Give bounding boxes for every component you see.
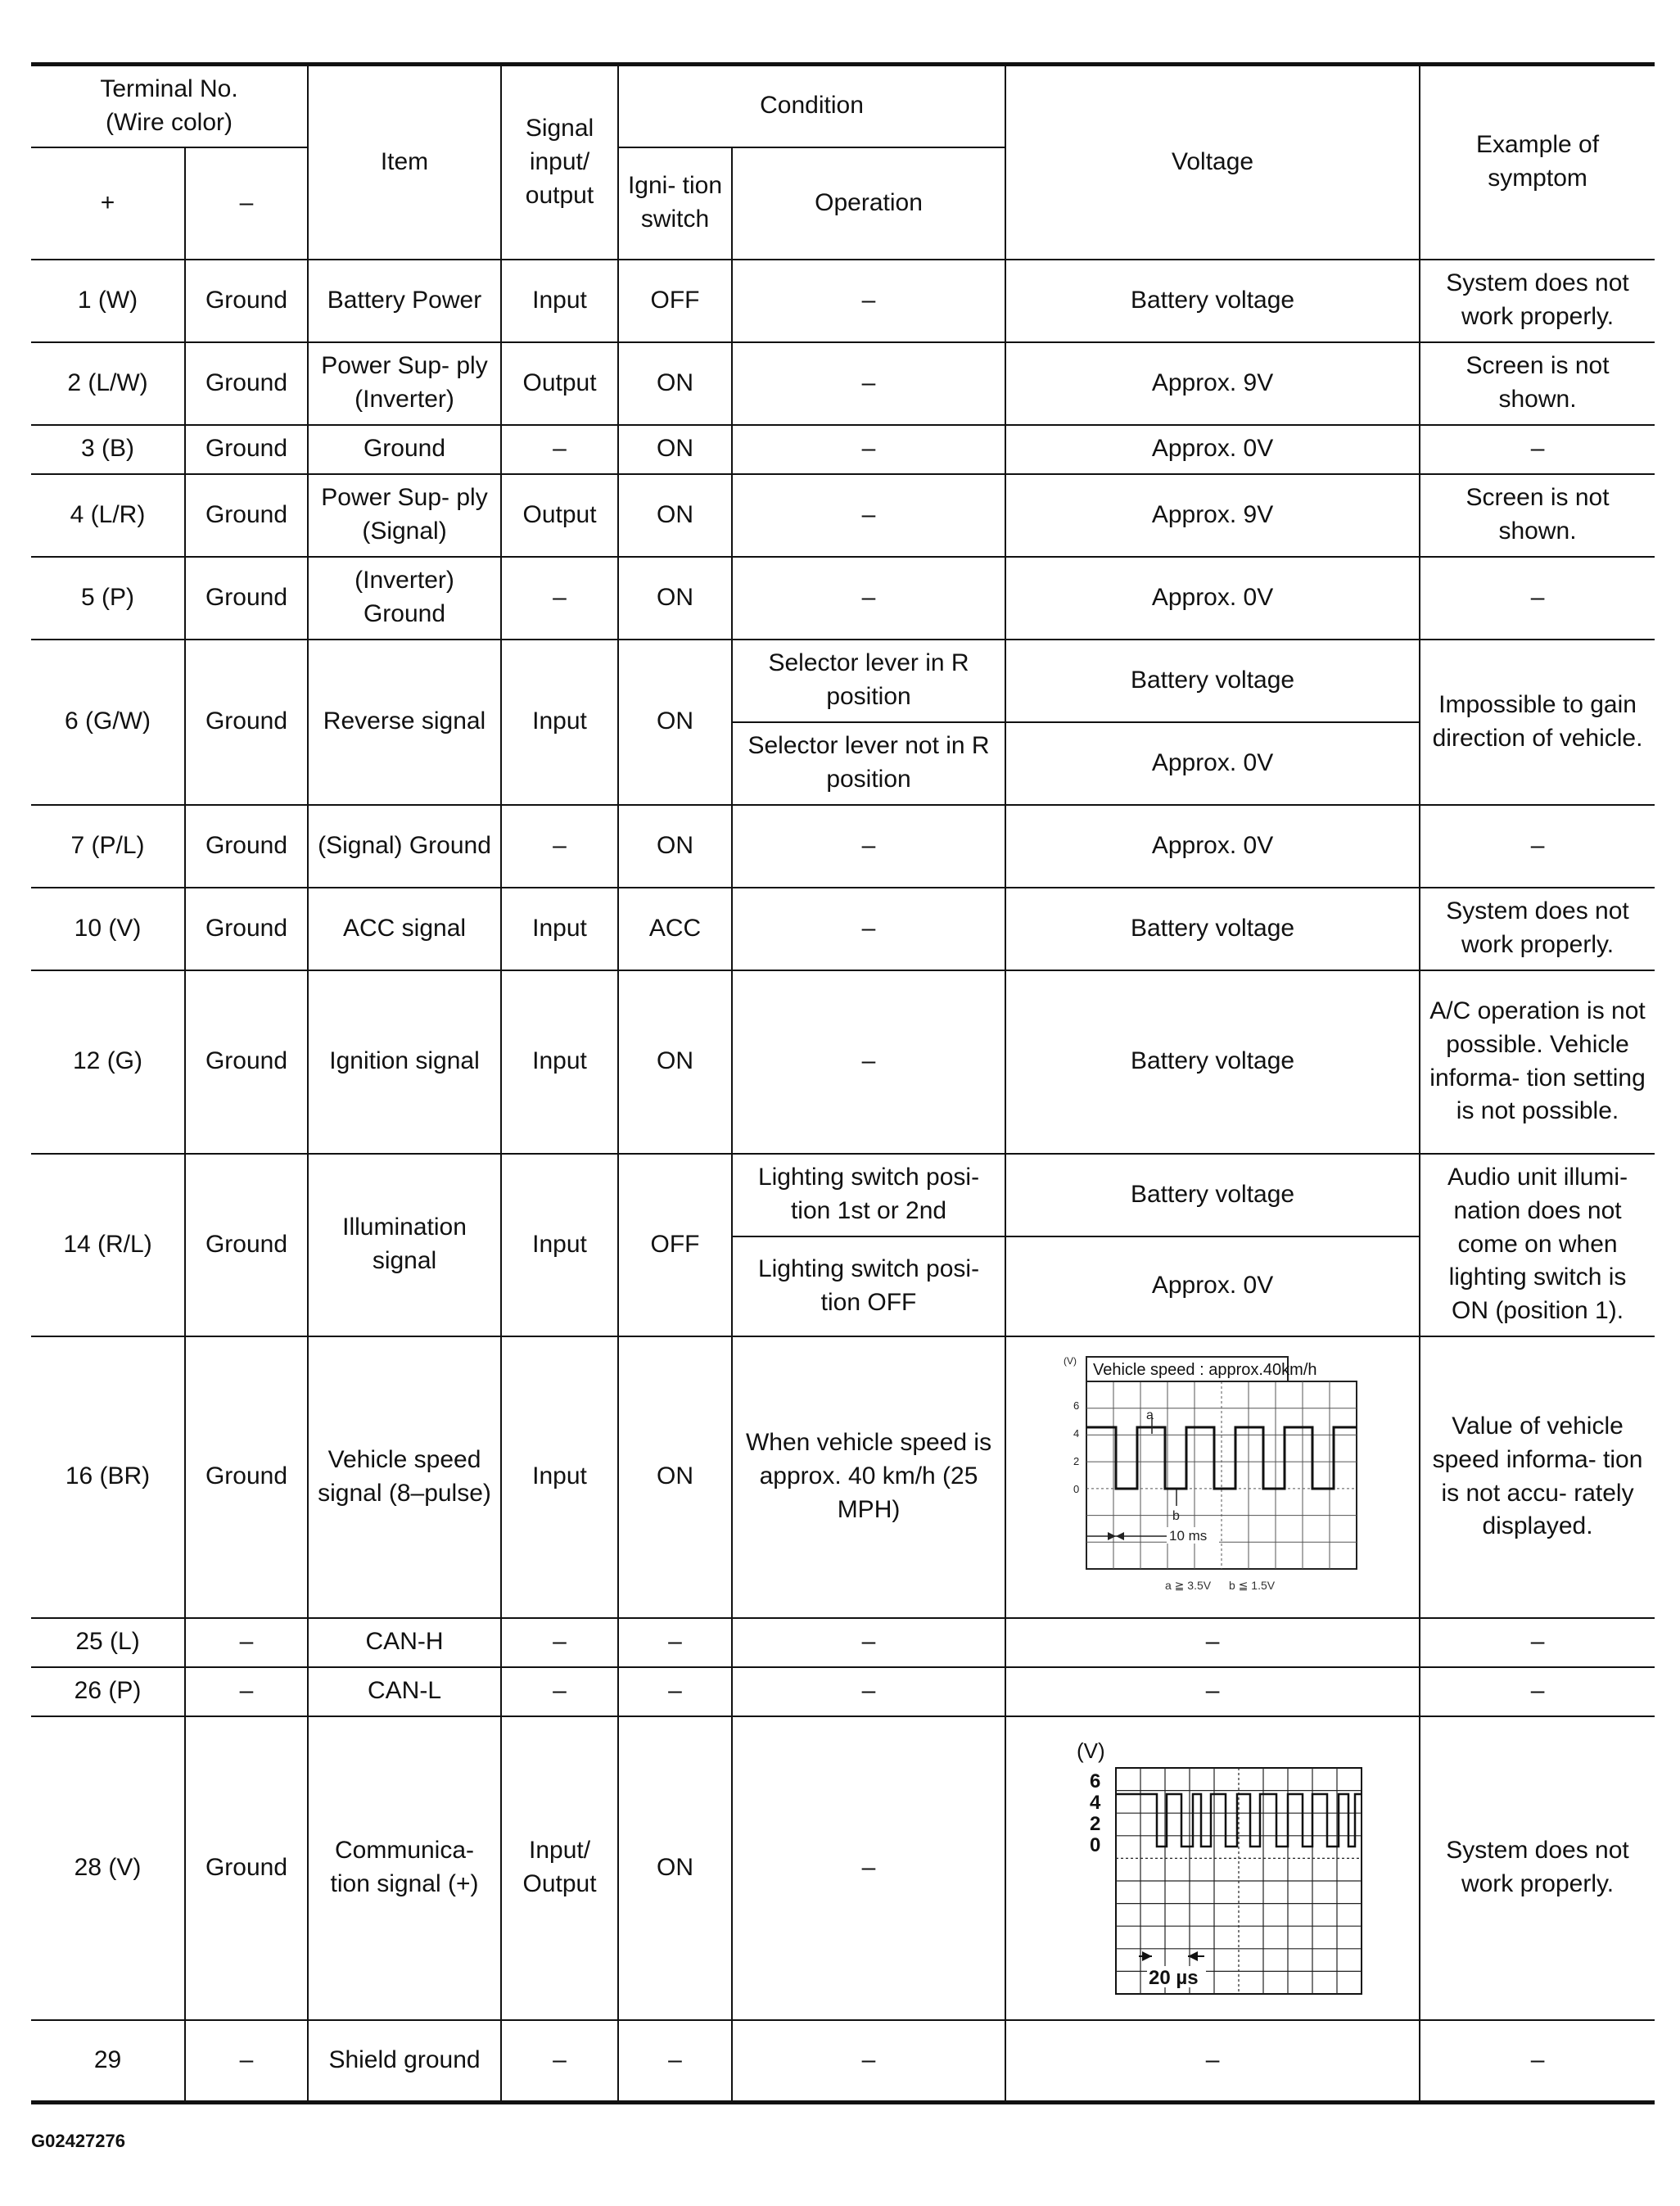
cell-signal: Output [501,474,618,557]
cell-signal: Input [501,260,618,342]
header-minus: – [185,147,308,260]
cell-symptom: Audio unit illumi- nation does not come on when lighting switch is ON (position 1). [1420,1154,1655,1336]
header-terminal-no-label: Terminal No. [100,75,238,102]
table-row [31,557,1655,640]
table-row [31,342,1655,425]
cell-terminal-minus: – [185,1667,308,1716]
cell-signal: – [501,1618,618,1667]
cell-signal: Input [501,888,618,970]
cell-terminal-plus: 26 (P) [31,1667,185,1716]
cell-operation: – [732,260,1005,342]
cell-signal: – [501,805,618,888]
cell-symptom: Screen is not shown. [1420,474,1655,557]
cell-symptom: System does not work properly. [1420,888,1655,970]
cell-voltage: Approx. 9V [1005,474,1420,557]
table-row [31,1716,1655,2020]
comm-wave-arrow-left-head [1142,1951,1152,1961]
vehicle-speed-waveform [1060,1352,1365,1602]
cell-operation: – [732,1667,1005,1716]
cell-terminal-plus: 7 (P/L) [31,805,185,888]
cell-voltage: Battery voltage [1005,260,1420,342]
speed-wave-footnote-a: a ≧ 3.5V [1165,1579,1212,1592]
cell-ignition: ON [618,640,732,805]
cell-terminal-minus: Ground [185,888,308,970]
terminal-table [31,62,1655,2104]
cell-operation: Lighting switch posi- tion 1st or 2nd [732,1154,1005,1236]
cell-voltage: Approx. 9V [1005,342,1420,425]
cell-terminal-minus: Ground [185,1154,308,1336]
cell-ignition: ON [618,474,732,557]
cell-item: Battery Power [308,260,501,342]
header-plus: + [31,147,185,260]
cell-symptom: Impossible to gain direction of vehicle. [1420,640,1655,805]
comm-wave-ytick: 6 [1090,1770,1101,1792]
table-row [31,260,1655,342]
cell-terminal-plus: 29 [31,2020,185,2103]
header-operation: Operation [732,147,1005,260]
cell-ignition: ON [618,557,732,640]
cell-signal: – [501,1667,618,1716]
cell-terminal-plus: 6 (G/W) [31,640,185,805]
cell-operation: – [732,2020,1005,2103]
speed-wave-arrow-right-head [1116,1532,1124,1540]
cell-terminal-minus: – [185,1618,308,1667]
cell-item: CAN-L [308,1667,501,1716]
comm-wave-unit: (V) [1077,1738,1105,1763]
communication-waveform [1057,1734,1368,2002]
cell-item: (Inverter) Ground [308,557,501,640]
cell-terminal-minus: Ground [185,805,308,888]
cell-operation: Lighting switch posi- tion OFF [732,1236,1005,1336]
cell-terminal-minus: – [185,2020,308,2103]
table-row [31,805,1655,888]
cell-ignition: ON [618,1716,732,2020]
comm-wave-ytick: 0 [1090,1834,1101,1856]
cell-ignition: ACC [618,888,732,970]
cell-symptom: – [1420,1667,1655,1716]
cell-ignition: – [618,2020,732,2103]
cell-voltage: Approx. 0V [1005,1236,1420,1336]
cell-signal: Input [501,970,618,1154]
table-row [31,970,1655,1154]
cell-terminal-plus: 2 (L/W) [31,342,185,425]
header-item: Item [308,65,501,260]
table-row [31,425,1655,474]
cell-operation: – [732,342,1005,425]
cell-terminal-plus: 16 (BR) [31,1336,185,1618]
table-row [31,474,1655,557]
speed-wave-arrow-left-head [1108,1532,1116,1540]
cell-ignition: ON [618,970,732,1154]
cell-item: Reverse signal [308,640,501,805]
cell-terminal-minus: Ground [185,1716,308,2020]
cell-terminal-plus: 3 (B) [31,425,185,474]
cell-symptom: Value of vehicle speed informa- tion is not accu- rately displayed. [1420,1336,1655,1618]
speed-wave-ytick: 6 [1073,1399,1080,1412]
header-terminal-no [31,65,308,147]
speed-wave-unit: (V) [1064,1355,1077,1367]
cell-operation: When vehicle speed is approx. 40 km/h (25 MPH) [732,1336,1005,1618]
cell-item: (Signal) Ground [308,805,501,888]
table-row [31,1154,1655,1236]
cell-operation: – [732,970,1005,1154]
table-row [31,1667,1655,1716]
table-row [31,1336,1655,1618]
header-signal-io: Signal input/ output [501,65,618,260]
cell-terminal-plus: 25 (L) [31,1618,185,1667]
figure-code: G02427276 [31,2131,125,2151]
cell-item: Shield ground [308,2020,501,2103]
speed-wave-marker-b: b [1172,1509,1180,1523]
cell-terminal-minus: Ground [185,640,308,805]
cell-voltage: Approx. 0V [1005,425,1420,474]
cell-operation: – [732,1618,1005,1667]
cell-symptom: – [1420,557,1655,640]
cell-operation: Selector lever in R position [732,640,1005,722]
cell-signal: – [501,557,618,640]
cell-symptom: – [1420,805,1655,888]
cell-signal: Input/ Output [501,1716,618,2020]
cell-voltage: Battery voltage [1005,970,1420,1154]
cell-signal: Input [501,1336,618,1618]
table-row [31,640,1655,722]
cell-voltage-waveform [1005,1716,1420,2020]
speed-wave-grid [1086,1381,1357,1569]
cell-voltage: – [1005,2020,1420,2103]
cell-ignition: ON [618,425,732,474]
cell-terminal-minus: Ground [185,425,308,474]
cell-terminal-minus: Ground [185,474,308,557]
speed-wave-title: Vehicle speed : approx.40km/h [1093,1361,1317,1379]
cell-terminal-plus: 28 (V) [31,1716,185,2020]
header-example-symptom: Example of symptom [1420,65,1655,260]
cell-terminal-plus: 1 (W) [31,260,185,342]
cell-voltage: Battery voltage [1005,1154,1420,1236]
header-wire-color-label: (Wire color) [106,108,233,136]
header-voltage: Voltage [1005,65,1420,260]
cell-terminal-minus: Ground [185,342,308,425]
cell-ignition: – [618,1618,732,1667]
cell-item: CAN-H [308,1618,501,1667]
cell-signal: – [501,2020,618,2103]
cell-voltage: Approx. 0V [1005,722,1420,805]
table-row [31,888,1655,970]
cell-operation: – [732,1716,1005,2020]
cell-operation: – [732,474,1005,557]
cell-ignition: OFF [618,1154,732,1336]
cell-terminal-plus: 14 (R/L) [31,1154,185,1336]
cell-ignition: OFF [618,260,732,342]
cell-ignition: – [618,1667,732,1716]
cell-symptom: A/C operation is not possible. Vehicle informa- tion setting is not possible. [1420,970,1655,1154]
cell-ignition: ON [618,805,732,888]
cell-voltage: Battery voltage [1005,640,1420,722]
comm-wave-ytick: 2 [1090,1813,1101,1835]
cell-item: Communica- tion signal (+) [308,1716,501,2020]
cell-terminal-minus: Ground [185,970,308,1154]
cell-voltage-waveform [1005,1336,1420,1618]
cell-signal: Input [501,640,618,805]
cell-ignition: ON [618,1336,732,1618]
cell-item: Vehicle speed signal (8–pulse) [308,1336,501,1618]
cell-terminal-plus: 10 (V) [31,888,185,970]
speed-wave-ytick: 2 [1073,1455,1080,1467]
speed-wave-marker-a: a [1146,1408,1154,1422]
cell-operation: – [732,557,1005,640]
speed-wave-ytick: 4 [1073,1427,1080,1440]
cell-symptom: – [1420,1618,1655,1667]
table-row [31,1618,1655,1667]
cell-symptom: System does not work properly. [1420,1716,1655,2020]
cell-terminal-minus: Ground [185,1336,308,1618]
table-row [31,2020,1655,2103]
cell-signal: Output [501,342,618,425]
cell-symptom: – [1420,2020,1655,2103]
cell-item: Ground [308,425,501,474]
header-ignition-switch: Igni- tion switch [618,147,732,260]
cell-signal: Input [501,1154,618,1336]
comm-wave-time-div: 20 µs [1149,1967,1199,1989]
cell-ignition: ON [618,342,732,425]
cell-item: Power Sup- ply (Signal) [308,474,501,557]
header-condition: Condition [618,65,1005,147]
cell-symptom: System does not work properly. [1420,260,1655,342]
cell-item: Illumination signal [308,1154,501,1336]
cell-terminal-plus: 5 (P) [31,557,185,640]
cell-operation: – [732,888,1005,970]
cell-voltage: – [1005,1618,1420,1667]
cell-signal: – [501,425,618,474]
cell-terminal-minus: Ground [185,260,308,342]
comm-wave-ytick: 4 [1090,1792,1101,1814]
cell-symptom: – [1420,425,1655,474]
cell-symptom: Screen is not shown. [1420,342,1655,425]
cell-item: Ignition signal [308,970,501,1154]
cell-terminal-plus: 4 (L/R) [31,474,185,557]
cell-voltage: Battery voltage [1005,888,1420,970]
cell-terminal-plus: 12 (G) [31,970,185,1154]
comm-wave-grid [1116,1768,1362,1994]
speed-wave-ytick: 0 [1073,1483,1080,1495]
speed-wave-footnote-b: b ≦ 1.5V [1229,1579,1276,1592]
cell-item: ACC signal [308,888,501,970]
cell-voltage: Approx. 0V [1005,557,1420,640]
cell-operation: – [732,805,1005,888]
cell-item: Power Sup- ply (Inverter) [308,342,501,425]
cell-terminal-minus: Ground [185,557,308,640]
speed-wave-time-div: 10 ms [1169,1528,1208,1544]
cell-voltage: – [1005,1667,1420,1716]
cell-operation: – [732,425,1005,474]
cell-operation: Selector lever not in R position [732,722,1005,805]
cell-voltage: Approx. 0V [1005,805,1420,888]
